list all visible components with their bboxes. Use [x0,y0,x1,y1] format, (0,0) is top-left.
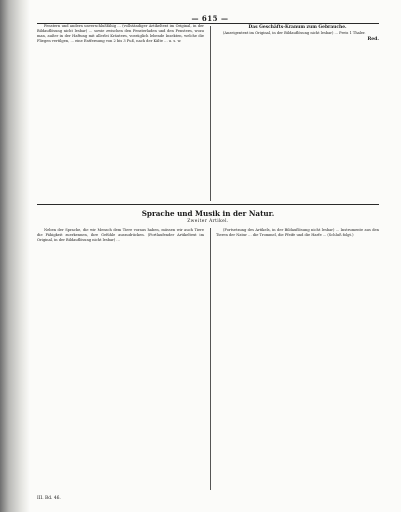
article-left-text: Neben der Sprache, die wir Mensch dem Tiere voraus haben, müssen wir auch Tiere die Fähigkeit zuerkennen, ihre Gefühle auszudrücken. (Fortlaufender Artikeltext im Original, in der Bildauflösung nicht lesbar) ... [37,228,204,243]
article-right-text: (Fortsetzung des Artikels, in der Bildauflösung nicht lesbar) ... Instrumente aus den Tieren der Natur ... die Trommel, die Pfeife und die Harfe ... (Schluß folgt.) [216,228,379,238]
notice-heading: Das Geschäfts-Kranum zum Gebrauche. [248,25,347,30]
article-left-column [37,228,204,243]
upper-column-divider [210,26,211,201]
article-right-column [216,228,379,238]
article-title: Sprache und Musik in der Natur. [141,209,275,218]
lower-column-divider [210,228,211,490]
upper-right-column [216,24,379,42]
book-binding-shadow [0,0,30,512]
editor-signature: Red. [367,37,379,43]
volume-footer: III. Bd. 46. [37,496,61,501]
upper-left-column [37,24,204,44]
page-number: — 615 — [191,14,229,23]
upper-right-text: (Anzeigentext im Original, in der Bildauflösung nicht lesbar) ... Preis 1 Thaler. [223,31,366,36]
article-subtitle: Zweiter Artikel. [187,219,229,224]
upper-left-text: Fenstern und andern unverschlußfähig ... (vollständiger Artikeltext im Original, in der Bildauflösung nicht lesbar) ... sowie zwischen den Fensterladen und den Fenstern, wozu man, außer in der Haftung mit allerlei Kräutern, vorzüglich lebende Insekten, welche die Fliegen vertilgen, ... eine Entfernung von 2 bis 3 Fuß, nach der Kälte ... u. s. w. [37,24,204,44]
section-rule [37,204,379,205]
